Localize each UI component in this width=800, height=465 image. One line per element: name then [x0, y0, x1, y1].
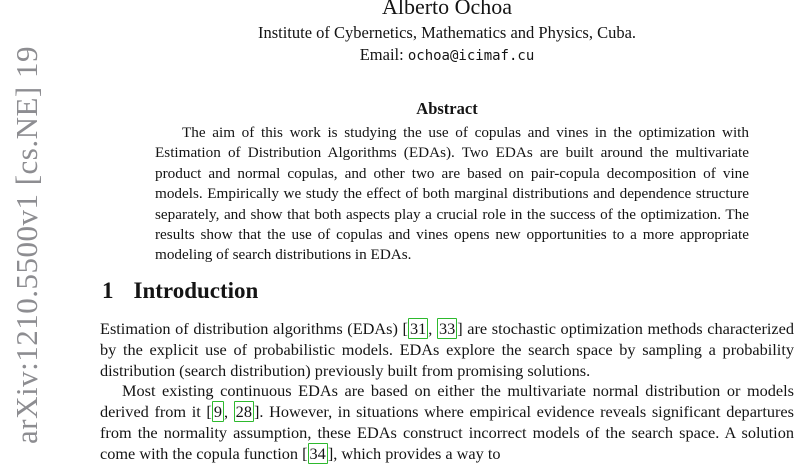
paragraph-text: ], which provides a way to — [327, 443, 501, 463]
email-label: Email: — [359, 45, 404, 64]
arxiv-stamp: arXiv:1210.5500v1 [cs.NE] 19 — [9, 46, 44, 444]
author-affiliation: Institute of Cybernetics, Mathematics and Physics, Cuba. — [257, 23, 637, 42]
paper-content — [100, 0, 795, 463]
abstract-text: The aim of this work is studying the use of copulas and vines in the optimization with Estimation of Distribution Algorithms (EDAs). Two EDAs are built around the multivariate product and normal copulas, and other two are based on pair-copula decomposition of vine models. Empirically we study the effect of both marginal distributions and dependence structure separately, and show that both aspects play a crucial role in the success of the optimization. The results show that the use of copulas and vines opens new opportunities to a more appropriate modeling of search distributions in EDAs. — [155, 124, 749, 264]
email-line — [100, 45, 794, 65]
paragraph-text: Most existing continuous EDAs are based on either the multivariate normal distribution or models derived from it [ — [100, 381, 794, 422]
paragraph-text: , — [223, 402, 234, 422]
citation-link[interactable]: 31 — [409, 319, 427, 338]
section-title: Introduction — [133, 278, 259, 303]
author-name: Alberto Ochoa — [381, 0, 513, 19]
paragraph-1 — [100, 319, 794, 381]
section-heading-introduction — [102, 278, 258, 304]
email-address: ochoa@icimaf.cu — [407, 48, 535, 64]
paragraph-text: ]. However, in situations where empirical evidence reveals significant departures from the normality assumption, these EDAs construct incorrect models of the search space. A solution come with the copula function [ — [100, 402, 794, 463]
abstract-heading: Abstract — [416, 99, 478, 118]
introduction-body — [100, 319, 794, 465]
citation-link[interactable]: 9 — [213, 402, 222, 422]
paragraph-text: Estimation of distribution algorithms (EDAs) [ — [100, 319, 408, 338]
section-number: 1 — [102, 278, 114, 303]
citation-link[interactable]: 34 — [309, 443, 326, 463]
citation-link[interactable]: 33 — [438, 319, 456, 338]
citation-link[interactable]: 28 — [235, 402, 252, 422]
paragraph-2 — [100, 381, 794, 464]
paragraph-text: ] are stochastic optimization methods characterized by the explicit use of probabilistic models. EDAs explore the search space by sampling a probability distribution (search distribution) previously built from promising solutions. — [100, 319, 795, 380]
paragraph-text: , — [428, 319, 437, 338]
